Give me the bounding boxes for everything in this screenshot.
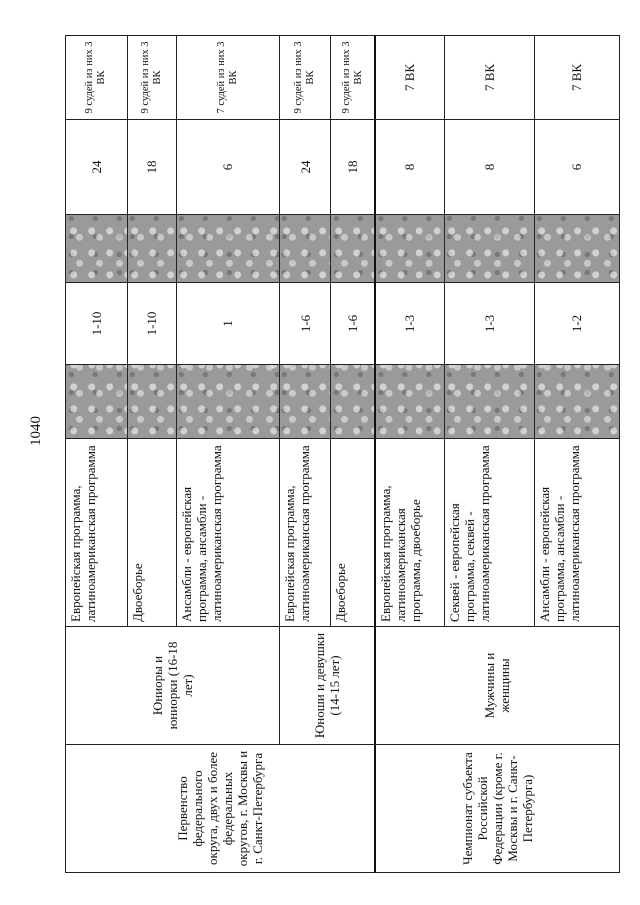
places-cell: 1-6 xyxy=(279,283,331,365)
shaded-cell xyxy=(66,365,128,439)
count-cell: 18 xyxy=(331,120,375,215)
shaded-cell xyxy=(127,215,176,283)
places-cell: 1-10 xyxy=(66,283,128,365)
shaded-cell xyxy=(375,365,445,439)
shaded-cell xyxy=(176,365,279,439)
program-cell: Европейская программа, латиноамериканская программа, двоеборье xyxy=(375,439,445,627)
age-group-cell: Юниоры и юниорки (16-18 лет) xyxy=(66,627,280,745)
program-cell: Европейская программа, латиноамериканская программа xyxy=(279,439,331,627)
places-cell: 1-10 xyxy=(127,283,176,365)
judges-cell: 7 ВК xyxy=(375,36,445,120)
program-cell: Европейская программа, латиноамериканская программа xyxy=(66,439,128,627)
judges-cell: 9 судей из них 3 ВК xyxy=(127,36,176,120)
places-cell: 1-3 xyxy=(375,283,445,365)
judges-cell: 7 судей из них 3 ВК xyxy=(176,36,279,120)
page-number: 1040 xyxy=(28,416,44,446)
places-cell: 1-3 xyxy=(444,283,534,365)
count-cell: 8 xyxy=(444,120,534,215)
places-cell: 1-6 xyxy=(331,283,375,365)
shaded-cell xyxy=(444,215,534,283)
rotated-table-container xyxy=(65,36,620,873)
event-cell: Чемпионат субъекта Российской Федерации (кроме г. Москвы и г. Санкт-Петербурга) xyxy=(375,745,620,873)
table-row xyxy=(66,36,128,873)
count-cell: 6 xyxy=(176,120,279,215)
shaded-cell xyxy=(534,215,619,283)
table-row xyxy=(375,36,445,873)
event-cell: Первенство федерального округа, двух и более федеральных округов, г. Москвы и г. Санкт-Петербурга xyxy=(66,745,375,873)
age-group-cell: Мужчины и женщины xyxy=(375,627,620,745)
shaded-cell xyxy=(127,365,176,439)
program-cell: Ансамбли - европейская программа, ансамбли - латиноамериканская программа xyxy=(534,439,619,627)
shaded-cell xyxy=(331,365,375,439)
shaded-cell xyxy=(176,215,279,283)
shaded-cell xyxy=(331,215,375,283)
age-group-cell: Юноши и девушки (14-15 лет) xyxy=(279,627,374,745)
program-cell: Ансамбли - европейская программа, ансамбли - латиноамериканская программа xyxy=(176,439,279,627)
places-cell: 1 xyxy=(176,283,279,365)
judges-cell: 7 ВК xyxy=(444,36,534,120)
count-cell: 24 xyxy=(66,120,128,215)
judges-cell: 9 судей из них 3 ВК xyxy=(331,36,375,120)
competition-table xyxy=(65,35,620,873)
count-cell: 18 xyxy=(127,120,176,215)
program-cell: Двоеборье xyxy=(127,439,176,627)
places-cell: 1-2 xyxy=(534,283,619,365)
shaded-cell xyxy=(444,365,534,439)
judges-cell: 9 судей из них 3 ВК xyxy=(66,36,128,120)
count-cell: 6 xyxy=(534,120,619,215)
judges-cell: 9 судей из них 3 ВК xyxy=(279,36,331,120)
program-cell: Двоеборье xyxy=(331,439,375,627)
shaded-cell xyxy=(66,215,128,283)
shaded-cell xyxy=(279,215,331,283)
count-cell: 8 xyxy=(375,120,445,215)
count-cell: 24 xyxy=(279,120,331,215)
judges-cell: 7 ВК xyxy=(534,36,619,120)
shaded-cell xyxy=(534,365,619,439)
shaded-cell xyxy=(375,215,445,283)
shaded-cell xyxy=(279,365,331,439)
program-cell: Секвей - европейская программа, секвей - латиноамериканская программа xyxy=(444,439,534,627)
